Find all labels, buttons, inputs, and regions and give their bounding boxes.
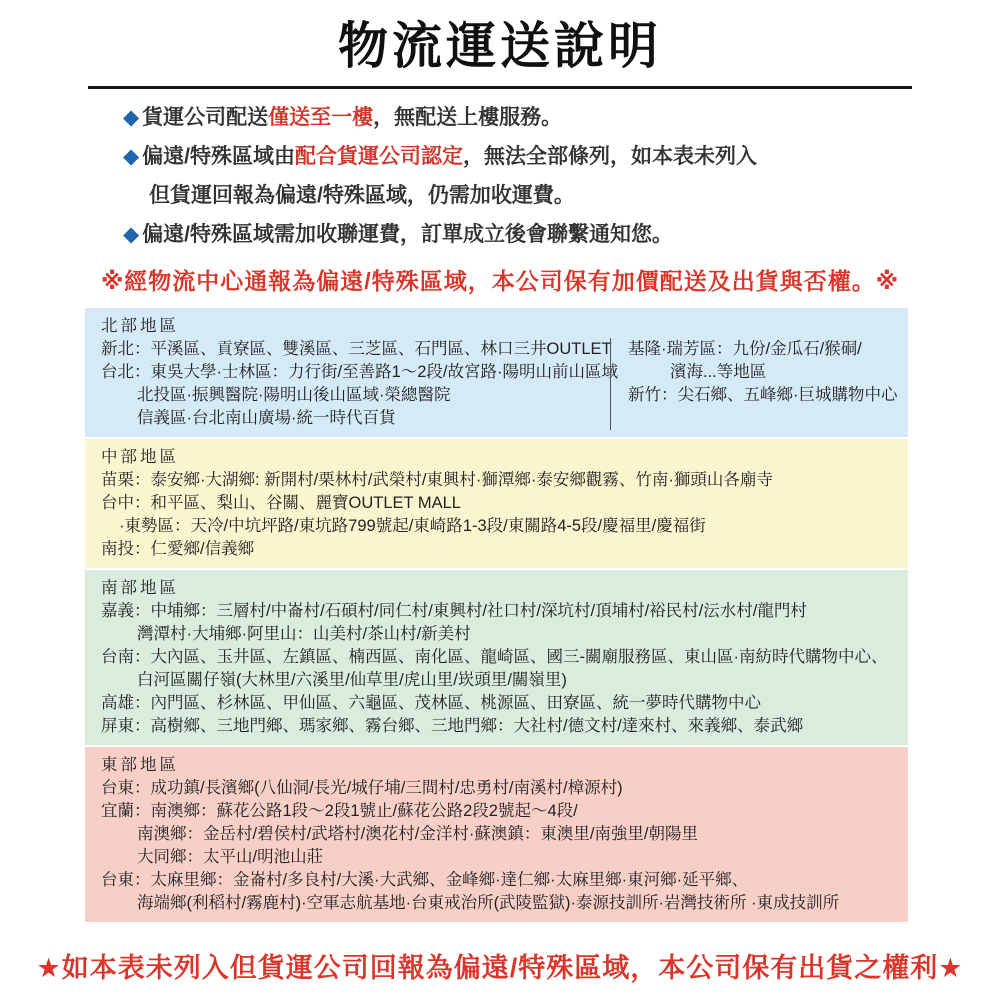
region-south — [85, 570, 908, 745]
region-line: 南澳鄉：金岳村/碧侯村/武塔村/澳花村/金洋村·蘇澳鎮：東澳里/南強里/朝陽里 — [137, 825, 698, 843]
region-line: 台北：東吳大學·士林區：力行街/至善路1～2段/故宮路·陽明山前山區域 — [101, 363, 619, 381]
region-east — [85, 747, 908, 922]
note-text-red: 僅送至一樓 — [268, 106, 374, 129]
region-line: 新北：平溪區、貢寮區、雙溪區、三芝區、石門區、林口三井OUTLET — [101, 340, 612, 358]
region-line: 高雄：內門區、杉林區、甲仙區、六龜區、茂林區、桃源區、田寮區、統一夢時代購物中心 — [101, 694, 761, 712]
region-line: 灣潭村·大埔鄉·阿里山：山美村/茶山村/新美村 — [137, 625, 471, 643]
region-line: 屏東：高樹鄉、三地門鄉、瑪家鄉、霧台鄉、三地門鄉：大社村/德文村/達來村、來義鄉、泰武鄉 — [101, 717, 804, 735]
north-right-column — [610, 338, 898, 430]
note-text — [142, 144, 757, 170]
region-line: 濱海...等地區 — [670, 363, 767, 381]
region-heading: 東部地區 — [101, 756, 179, 774]
region-heading: 北部地區 — [101, 317, 179, 335]
region-central — [85, 439, 908, 568]
region-line: 北投區·振興醫院·陽明山後山區域·榮總醫院 — [137, 386, 451, 404]
region-line: 台南：大內區、玉井區、左鎮區、楠西區、南化區、龍崎區、國三-關廟服務區、東山區·南紡時代購物中心、 — [101, 648, 888, 666]
diamond-bullet-icon: ◆ — [123, 223, 140, 246]
note-text — [142, 222, 673, 248]
note-text-pre: 貨運公司配送 — [142, 106, 269, 129]
region-line: 南投：仁愛鄉/信義鄉 — [101, 540, 255, 558]
footer-warning: ★如本表未列入但貨運公司回報為偏遠/特殊區域，本公司保有出貨之權利★ — [36, 953, 964, 983]
note-text-pre: 偏遠/特殊區域由 — [142, 145, 295, 168]
region-line: 苗栗：泰安鄉·大湖鄉: 新開村/栗林村/武榮村/東興村·獅潭鄉·泰安鄉觀霧、竹南·獅頭山各廟寺 — [101, 471, 773, 489]
surcharge-notice: ※經物流中心通報為偏遠/特殊區域，本公司保有加價配送及出貨與否權。※ — [100, 268, 900, 294]
region-line: 基隆·瑞芳區：九份/金瓜石/猴硐/ — [628, 340, 862, 358]
region-line: ·東勢區：天冷/中坑坪路/東坑路799號起/東崎路1-3段/東關路4-5段/慶福里/慶福街 — [119, 517, 706, 535]
title-underline — [88, 86, 912, 89]
region-line: 新竹：尖石鄉、五峰鄉·巨城購物中心 — [628, 386, 898, 404]
north-columns — [101, 338, 902, 430]
delivery-notes — [123, 105, 1000, 248]
page-title: 物流運送說明 — [338, 18, 662, 74]
delivery-note-2 — [123, 144, 1000, 170]
note-text-post: ，無法全部條列，如本表未列入 — [463, 145, 757, 168]
delivery-note-2-continuation: 但貨運回報為偏遠/特殊區域，仍需加收運費。 — [149, 184, 575, 207]
region-line: 宜蘭：南澳鄉：蘇花公路1段～2段1號止/蘇花公路2段2號起～4段/ — [101, 802, 578, 820]
region-line: 台中：和平區、梨山、谷關、麗寶OUTLET MALL — [101, 494, 461, 512]
note-text-red: 配合貨運公司認定 — [295, 145, 463, 168]
delivery-note-1 — [123, 105, 1000, 131]
note-text-post: ，無配送上樓服務。 — [373, 106, 563, 129]
region-line: 海端鄉(利稻村/霧鹿村)·空軍志航基地·台東戒治所(武陵監獄)·泰源技訓所·岩灣技術所 ·東成技訓所 — [137, 894, 840, 912]
region-line: 台東：太麻里鄉：金崙村/多良村/大溪·大武鄉、金峰鄉·達仁鄉·太麻里鄉·東河鄉·延平鄉、 — [101, 871, 749, 889]
region-line: 台東：成功鎮/長濱鄉(八仙洞/長光/城仔埔/三間村/忠勇村/南溪村/樟源村) — [101, 779, 623, 797]
region-list — [85, 308, 908, 922]
region-line: 大同鄉：太平山/明池山莊 — [137, 848, 324, 866]
diamond-bullet-icon: ◆ — [123, 106, 140, 129]
region-line: 白河區關仔嶺(大林里/六溪里/仙草里/虎山里/崁頭里/關嶺里) — [137, 671, 567, 689]
note-text — [142, 105, 562, 131]
region-north — [85, 308, 908, 437]
region-heading: 中部地區 — [101, 448, 179, 466]
region-heading: 南部地區 — [101, 579, 179, 597]
north-left-column — [101, 338, 619, 430]
note-text-pre: 偏遠/特殊區域需加收聯運費，訂單成立後會聯繫通知您。 — [142, 223, 673, 246]
delivery-note-3 — [123, 222, 1000, 248]
region-line: 信義區·台北南山廣場·統一時代百貨 — [137, 409, 396, 427]
region-line: 嘉義：中埔鄉：三層村/中崙村/石碩村/同仁村/東興村/社口村/深坑村/頂埔村/裕民村/沄水村/龍門村 — [101, 602, 807, 620]
diamond-bullet-icon: ◆ — [123, 145, 140, 168]
